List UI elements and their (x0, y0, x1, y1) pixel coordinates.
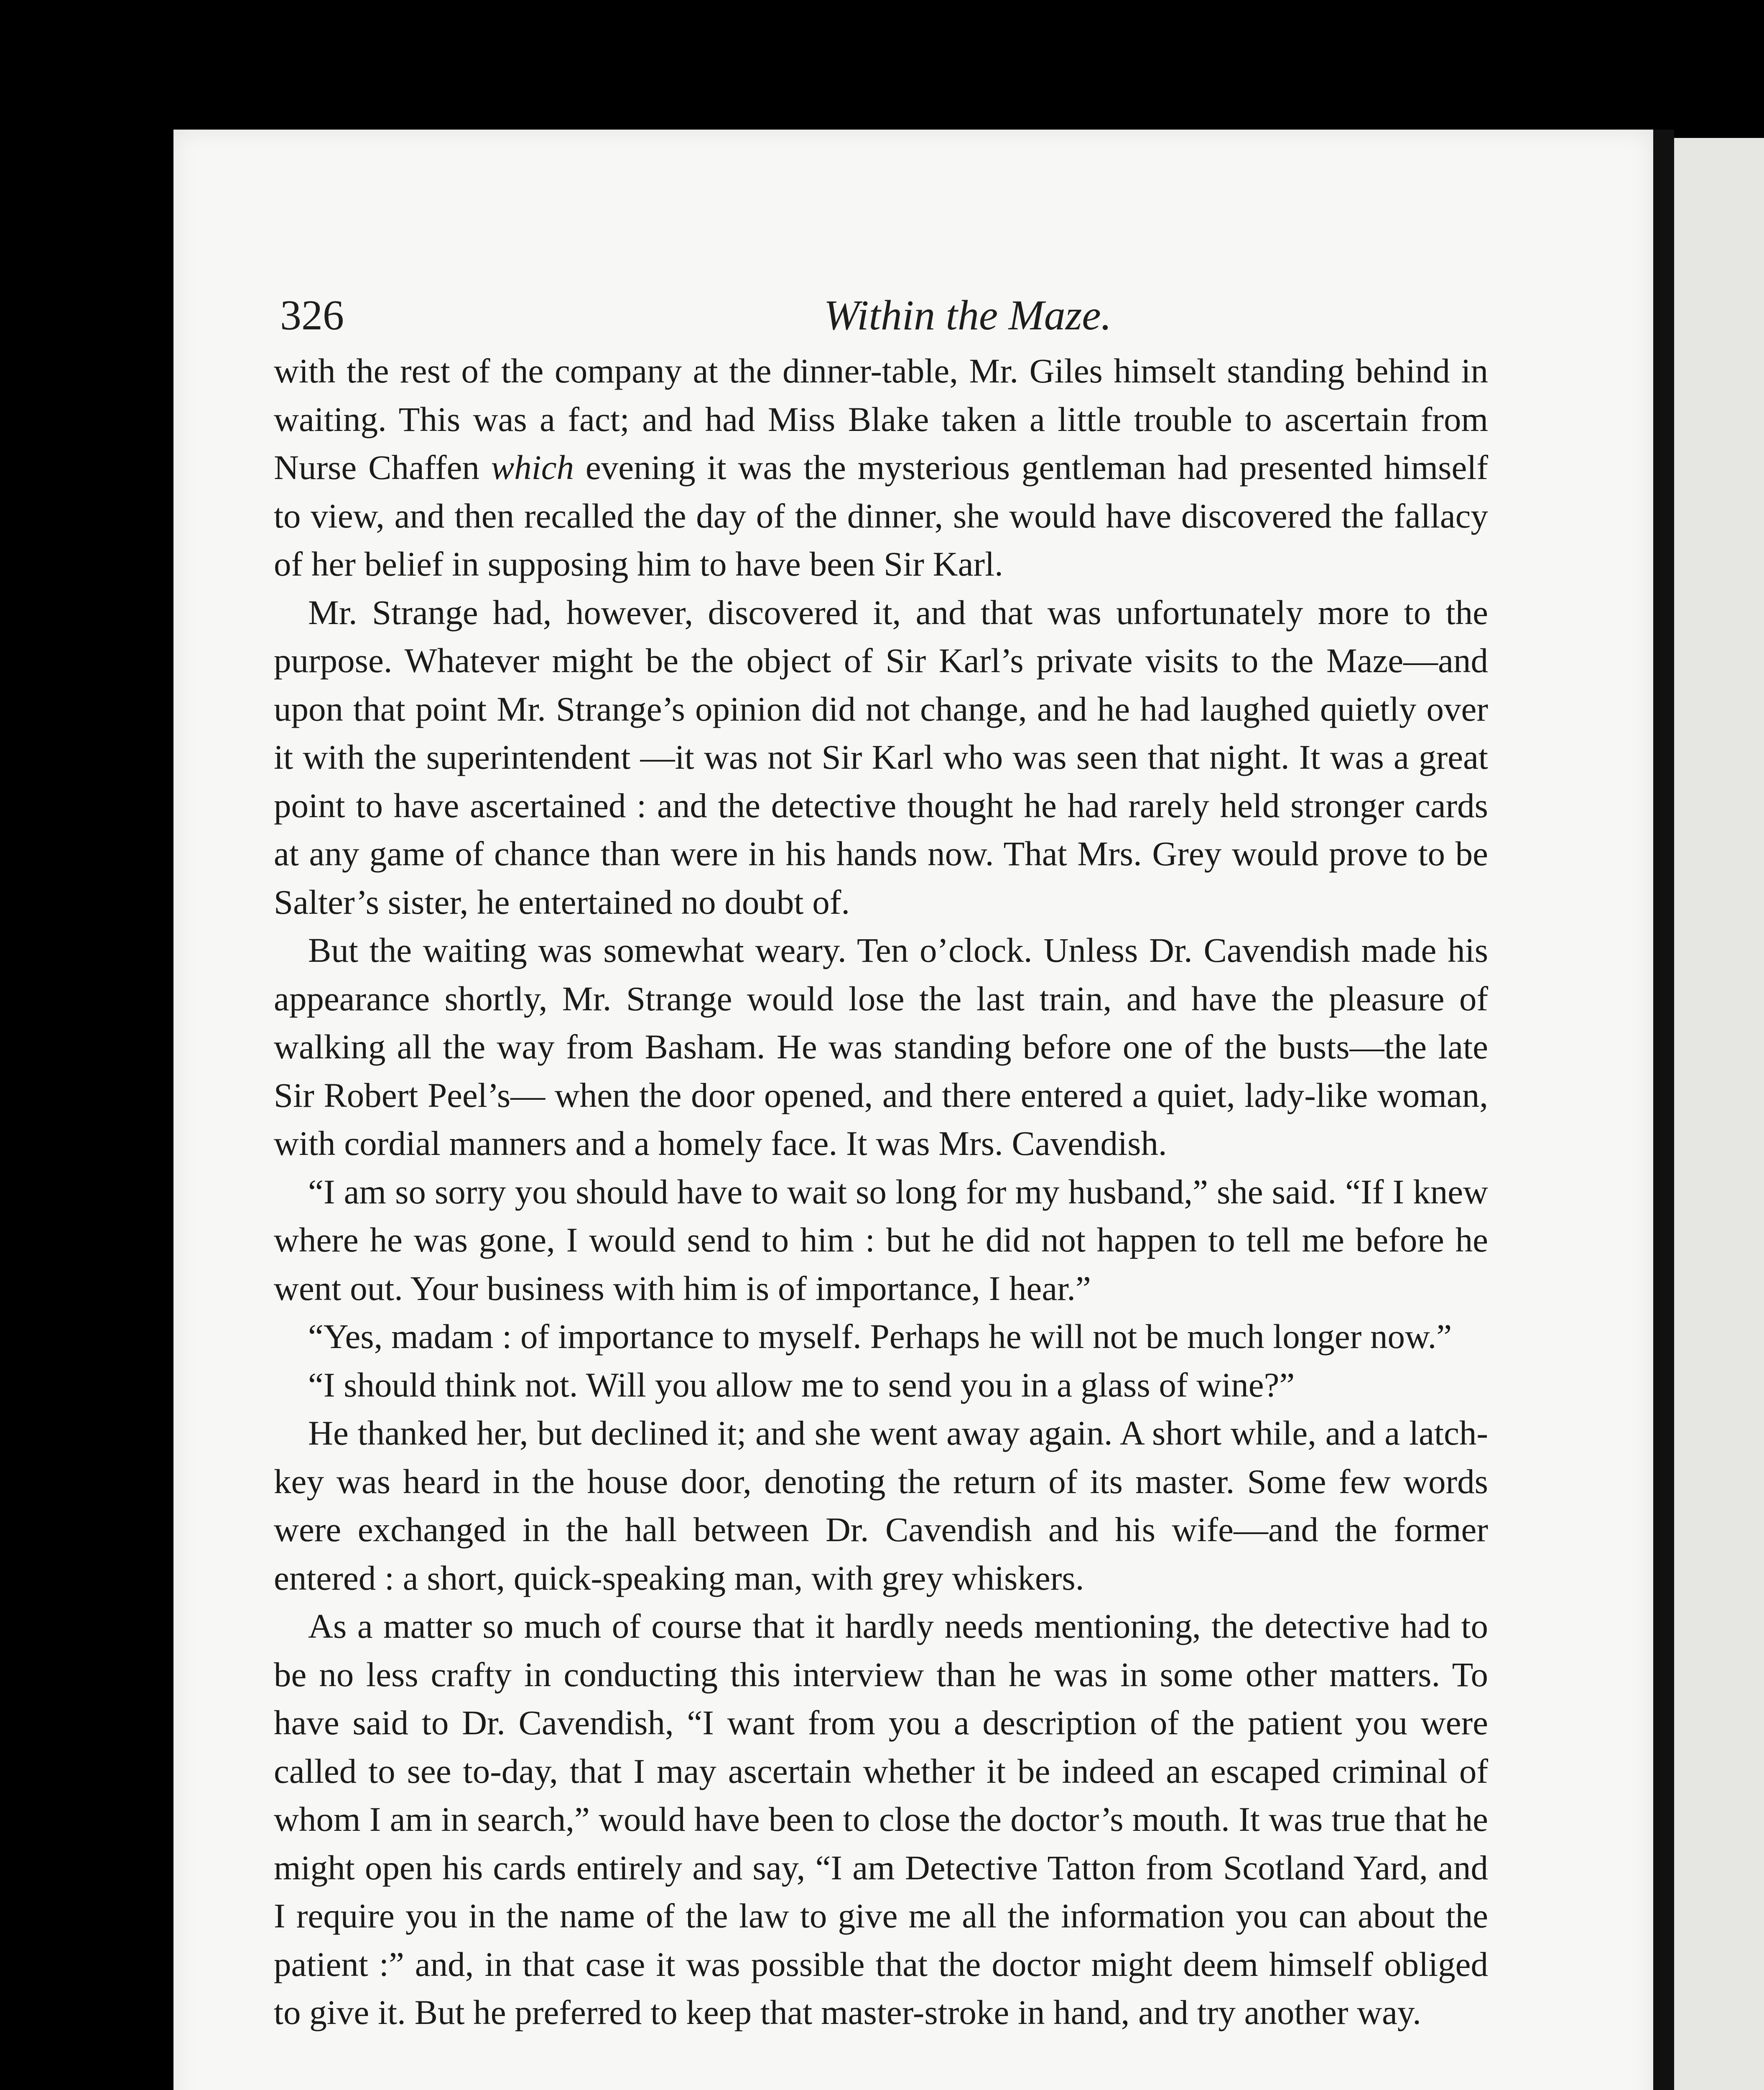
paragraph-2: Mr. Strange had, however, discovered it, and that was unfortunately more to the purpose. Whatever might be the object of Sir Karl’s private visits to the Maze—and upon that point Mr. Strange’s opinion did not change, and he had laughed quietly over it with the superintendent —it was not Sir Karl who was seen that night. It was a great point to have ascertained : and the detective thought he had rarely held stronger cards at any game of chance than were in his hands now. That Mrs. Grey would prove to be Salter’s sister, he entertained no doubt of. (274, 593, 1488, 921)
paragraph-5: “Yes, madam : of importance to myself. Perhaps he will not be much longer now.” (308, 1317, 1452, 1356)
adjacent-page-edge (1672, 138, 1764, 2090)
paragraph-1 (274, 347, 1488, 589)
paragraph-6: “I should think not. Will you allow me to send you in a glass of wine?” (308, 1365, 1295, 1404)
italic-word: which (491, 448, 574, 487)
running-head (280, 284, 1655, 347)
paragraph-1-after: evening it was the mysterious gentleman had presented himself to view, and then recalled the day of the dinner, she would have discovered the fallacy of her belief in supposing him to have been Sir Karl. (274, 448, 1488, 583)
book-page (173, 130, 1653, 2090)
paragraph-7: He thanked her, but declined it; and she went away again. A short while, and a latch-key was heard in the house door, denoting the return of its master. Some few words were exchanged in the hall between Dr. Cavendish and his wife—and the former entered : a short, quick-speaking man, with grey whiskers. (274, 1414, 1488, 1597)
paragraph-3: But the waiting was somewhat weary. Ten o’clock. Unless Dr. Cavendish made his appearance shortly, Mr. Strange would lose the last train, and have the pleasure of walking all the way from Basham. He was standing before one of the busts—the late Sir Robert Peel’s— when the door opened, and there entered a quiet, lady-like woman, with cordial manners and a homely face. It was Mrs. Cavendish. (274, 931, 1488, 1162)
body-text (274, 347, 1488, 2037)
page-number: 326 (280, 292, 344, 339)
paragraph-4: “I am so sorry you should have to wait so long for my husband,” she said. “If I knew where he was gone, I would send to him : but he did not happen to tell me before he went out. Your business with him is of importance, I hear.” (274, 1172, 1488, 1308)
paragraph-8: As a matter so much of course that it hardly needs mentioning, the detective had to be no less crafty in conducting this interview than he was in some other matters. To have said to Dr. Cavendish, “I want from you a description of the patient you were called to see to-day, that I may ascertain whether it be indeed an escaped criminal of whom I am in search,” would have been to close the doctor’s mouth. It was true that he might open his cards entirely and say, “I am Detective Tatton from Scotland Yard, and I require you in the name of the law to give me all the information you can about the patient :” and, in that case it was possible that the doctor might deem himself obliged to give it. But he preferred to keep that master-stroke in hand, and try another way. (274, 1607, 1488, 2031)
paragraph-1-before: with the rest of the company at the dinner-table, Mr. Giles himselt standing behind in waiting. This was a fact; and had Miss Blake taken a little trouble to ascertain from Nurse Chaffen (274, 352, 1488, 487)
running-title: Within the Maze. (823, 292, 1112, 339)
